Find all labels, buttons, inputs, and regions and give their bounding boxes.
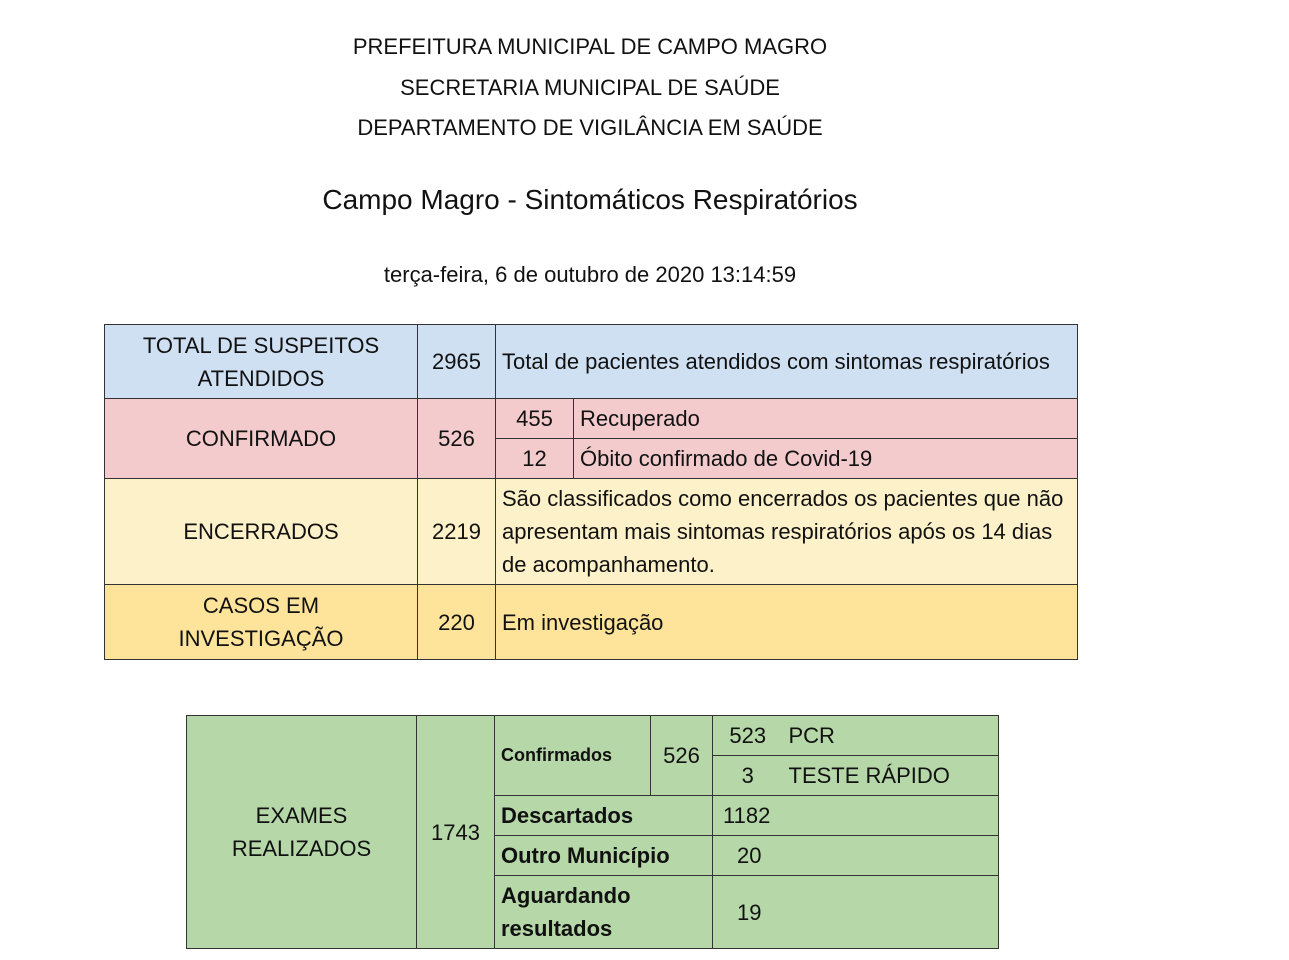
closed-value: 2219 bbox=[418, 479, 496, 585]
deaths-value: 12 bbox=[496, 439, 574, 479]
exams-confirmed-label: Confirmados bbox=[495, 716, 651, 796]
investigation-description: Em investigação bbox=[496, 585, 1078, 660]
total-description: Total de pacientes atendidos com sintomas respiratórios bbox=[496, 325, 1078, 399]
waiting-value: 19 bbox=[713, 876, 999, 949]
confirmed-value: 526 bbox=[418, 399, 496, 479]
row-exams-pcr bbox=[187, 716, 999, 756]
closed-description: São classificados como encerrados os pacientes que não apresentam mais sintomas respiratórios após os 14 dias de acompanhamento. bbox=[496, 479, 1078, 585]
investigation-value: 220 bbox=[418, 585, 496, 660]
recovered-value: 455 bbox=[496, 399, 574, 439]
pcr-value: 523 bbox=[713, 716, 783, 756]
other-municipality-value: 20 bbox=[713, 836, 999, 876]
summary-table bbox=[104, 324, 1078, 660]
rapid-test-label: TESTE RÁPIDO bbox=[783, 756, 999, 796]
rapid-test-value: 3 bbox=[713, 756, 783, 796]
total-label: TOTAL DE SUSPEITOS ATENDIDOS bbox=[105, 325, 418, 399]
header-line-secretaria: SECRETARIA MUNICIPAL DE SAÚDE bbox=[400, 75, 780, 100]
row-total bbox=[105, 325, 1078, 399]
other-municipality-label: Outro Município bbox=[495, 836, 713, 876]
row-investigation bbox=[105, 585, 1078, 660]
closed-label: ENCERRADOS bbox=[105, 479, 418, 585]
exams-confirmed-value: 526 bbox=[651, 716, 713, 796]
waiting-label: Aguardando resultados bbox=[495, 876, 713, 949]
investigation-label: CASOS EM INVESTIGAÇÃO bbox=[105, 585, 418, 660]
header-line-departamento: DEPARTAMENTO DE VIGILÂNCIA EM SAÚDE bbox=[357, 115, 823, 140]
discarded-value: 1182 bbox=[713, 796, 999, 836]
row-confirmed bbox=[105, 399, 1078, 439]
recovered-label: Recuperado bbox=[574, 399, 1078, 439]
report-date: terça-feira, 6 de outubro de 2020 13:14:59 bbox=[383, 262, 797, 287]
pcr-label: PCR bbox=[783, 716, 999, 756]
page-title: Campo Magro - Sintomáticos Respiratórios bbox=[322, 184, 858, 215]
total-value: 2965 bbox=[418, 325, 496, 399]
confirmed-label: CONFIRMADO bbox=[105, 399, 418, 479]
row-closed bbox=[105, 479, 1078, 585]
header-line-prefeitura: PREFEITURA MUNICIPAL DE CAMPO MAGRO bbox=[352, 34, 828, 59]
exams-table bbox=[186, 715, 999, 949]
exams-value: 1743 bbox=[417, 716, 495, 949]
discarded-label: Descartados bbox=[495, 796, 713, 836]
deaths-label: Óbito confirmado de Covid-19 bbox=[574, 439, 1078, 479]
exams-label: EXAMES REALIZADOS bbox=[187, 716, 417, 949]
